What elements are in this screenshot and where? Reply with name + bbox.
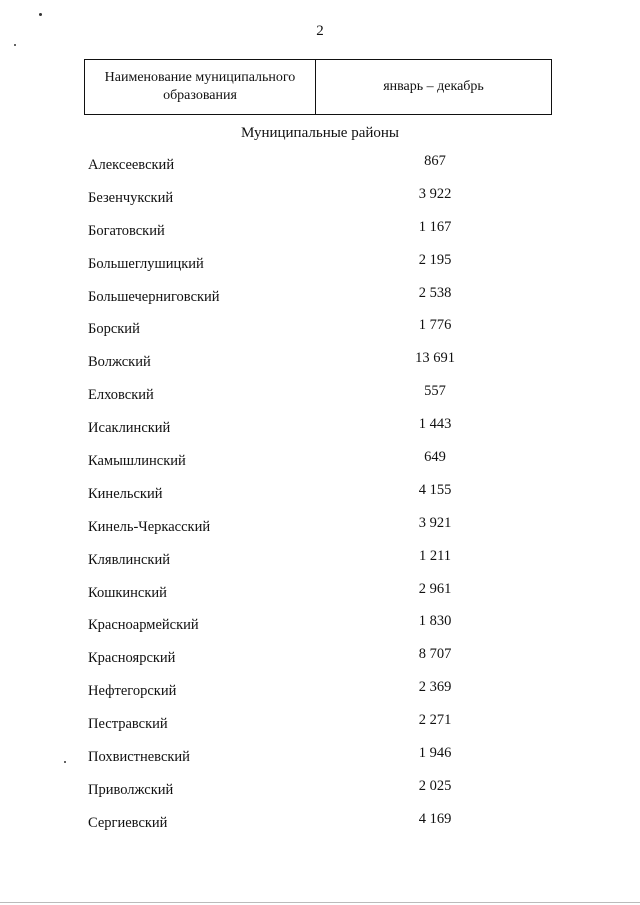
district-name: Приволжский: [88, 781, 174, 798]
table-row: [0, 312, 640, 345]
district-value: 1 776: [418, 317, 452, 334]
district-name: Пестравский: [88, 716, 168, 733]
district-value: 2 369: [418, 679, 452, 696]
table-row: [0, 181, 640, 214]
district-value: 8 707: [418, 646, 452, 663]
table-row: [0, 740, 640, 773]
table-row: [0, 345, 640, 378]
district-value: 2 961: [418, 580, 452, 597]
district-value: 4 169: [418, 810, 452, 827]
district-value: 1 443: [418, 416, 452, 433]
header-municipality-name: Наименование муниципального образования: [85, 60, 316, 114]
district-value: 3 922: [418, 185, 452, 202]
header-period: январь – декабрь: [383, 79, 484, 94]
district-name: Нефтегорский: [88, 683, 177, 700]
district-name: Похвистневский: [88, 749, 190, 766]
district-value: 2 271: [418, 712, 452, 729]
district-value: 1 211: [418, 547, 452, 564]
scan-speck: [14, 44, 16, 46]
table-row: [0, 477, 640, 510]
district-name: Кинель-Черкасский: [88, 518, 211, 535]
district-name: Кошкинский: [88, 584, 167, 601]
district-value: 557: [424, 383, 446, 400]
district-value: 2 195: [418, 251, 452, 268]
district-value: 3 921: [418, 514, 452, 531]
district-name: Кинельский: [88, 485, 163, 502]
district-name: Алексеевский: [88, 157, 175, 173]
table-row: [0, 707, 640, 740]
district-name: Исаклинский: [88, 420, 171, 437]
table-row: [0, 543, 640, 576]
table-row: [0, 247, 640, 280]
district-value: 1 830: [418, 613, 452, 630]
district-value: 4 155: [418, 481, 452, 498]
table-row: [0, 214, 640, 247]
district-name: Красноярский: [88, 650, 176, 667]
district-name: Большеглушицкий: [88, 255, 204, 272]
section-title: Муниципальные районы: [240, 125, 400, 141]
district-value: 867: [424, 153, 446, 169]
scan-speck: [39, 13, 42, 16]
table-row: [0, 444, 640, 477]
scan-edge-line: [0, 902, 640, 903]
table-row: [0, 773, 640, 806]
district-value: 2 538: [418, 284, 452, 301]
page-number: 2: [316, 23, 324, 39]
table-header: [84, 59, 552, 115]
municipal-districts-list: [0, 148, 640, 839]
district-name: Волжский: [88, 354, 151, 371]
table-row: [0, 576, 640, 609]
district-value: 1 946: [418, 745, 452, 762]
table-row: [0, 608, 640, 641]
district-name: Борский: [88, 321, 140, 338]
table-row: [0, 378, 640, 411]
table-row: [0, 510, 640, 543]
district-name: Сергиевский: [88, 814, 168, 831]
district-value: 13 691: [415, 350, 455, 367]
district-name: Большечерниговский: [88, 288, 220, 305]
district-name: Богатовский: [88, 222, 165, 239]
district-name: Безенчукский: [88, 189, 174, 206]
district-name: Елховский: [88, 387, 154, 404]
district-value: 649: [424, 449, 446, 466]
table-row: [0, 411, 640, 444]
table-row: [0, 148, 640, 181]
district-value: 1 167: [418, 218, 452, 235]
table-row: [0, 641, 640, 674]
table-row: [0, 280, 640, 313]
district-value: 2 025: [418, 777, 452, 794]
table-row: [0, 806, 640, 839]
district-name: Красноармейский: [88, 617, 199, 634]
district-name: Клявлинский: [88, 551, 170, 568]
table-row: [0, 674, 640, 707]
district-name: Камышлинский: [88, 453, 186, 470]
